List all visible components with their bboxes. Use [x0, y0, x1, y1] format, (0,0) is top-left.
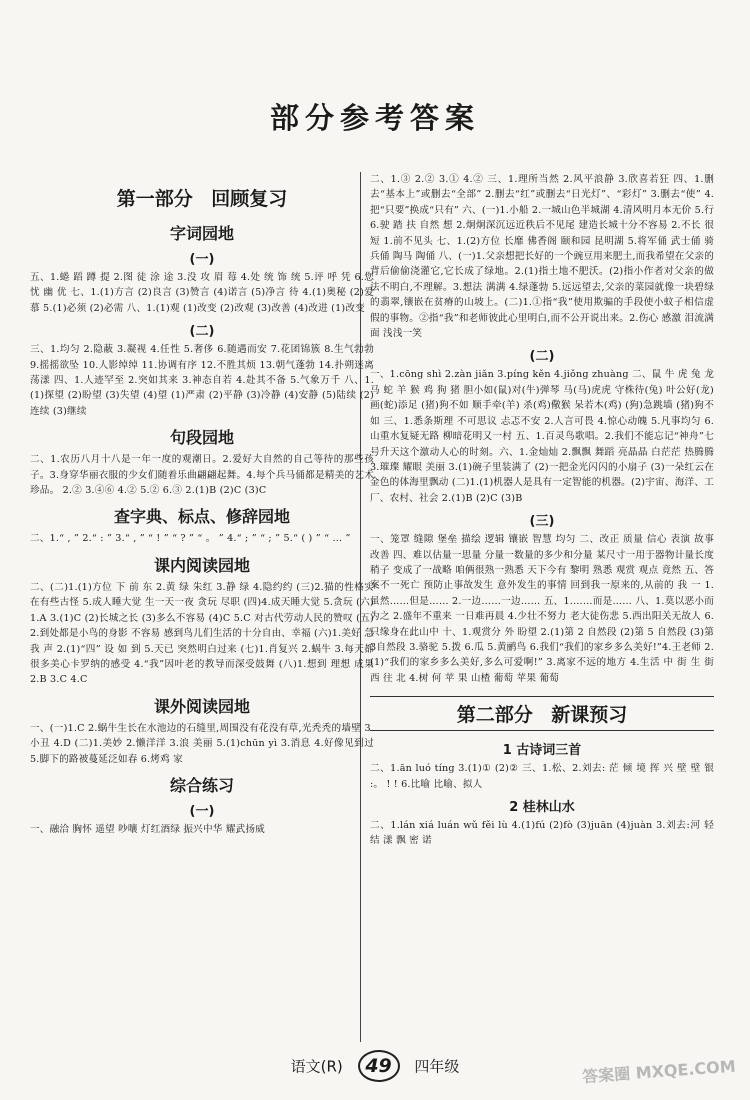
answers-ciyu-2: 三、1.均匀 2.隐蔽 3.凝视 4.任性 5.奢侈 6.随遇而安 7.花团锦簇 8.生气勃勃 9.摇摇欲坠 10.人影绰绰 11.协调有序 12.不胜其烦 13.朝气蓬勃 14.扑朔迷离 荡漾 四、1.人迹罕至 2.突如其来 3.神态自若 4.赴其不备 5.气象万千 八、1.(1)探望 (2)盼望 (3)失望 (4)望 (1)严肃 (2)平静 (3)冷静 (4)安静 (5)陆续 (2)连续 (3)继续 [30, 344, 374, 417]
answers-zonghe-1: 一、融洽 胸怀 遥望 吵嚷 灯红酒绿 振兴中华 耀武扬威 [30, 823, 265, 835]
subsection-zonghe-1: (一) [189, 803, 215, 819]
subsection-2: (二) [189, 324, 215, 340]
section-ciyu-heading: 字词园地 [169, 224, 234, 243]
answers-kenei: 二、(二)1.(1)方位 下 前 东 2.黄 绿 朱红 3.静 绿 4.隐约约 (三)2.猫的性格实在有些古怪 5.成人睡大觉 生一天一夜 贪玩 尽职 (四)4.成天睡大觉 5.贪玩 (六)1.A 3.(1)C (2)长城之长 (3)多么不容易 (4)C 5.C 对古代劳动人民的赞叹 (五)2.到处都是小鸟的身影 不容易 感到鸟儿们生活的十分自由、幸福 (六)1.美好 急 我 声 2.(1)“四” 设 如 到 5.天已 突然明白过来 (七)1.肖复兴 2.蜗牛 3.每天都很多美心卡罗纳的感受 4.“我”因叶老的教导而深受鼓舞 (八)1.想到 理想 成果 2.B 3.C 4.C [30, 581, 374, 686]
answers-chazidian: 二、1.“ , ” 2.“ : ” 3.“ , ” “ ! ” “ ? ” “ 。 ” 4.“ ; ” “ ; ” 5.“ ( ) ” “ … ” [30, 533, 351, 545]
watermark-logo: 答案圈 MXQE.COM [581, 1056, 737, 1087]
answers-zonghe-1-cont: 二、1.③ 2.② 3.① 4.② 三、1.理所当然 2.风平浪静 3.欣喜若狂 四、1.删去“基本上”或删去“全部” 2.删去“红”或删去“日光灯”、“彩灯” 3.删去“使” 4.把“只要”换成“只有” 六、(一)1.小船 2.一城山色半城湖 4.清风明月本无价 5.行 6.驶 踏 扶 自然 想 2.炯炯深沉远近秩后不见尾 建造长城十分不容易 2.不长 很短 1.前不见头 七、1.(2)方位 长靡 佛香阁 颐和园 昆明湖 5.将军俑 武士俑 骑兵俑 陶马 陶俑 八、(一)1.父亲想把长好的一个豌豆用来肥土,而我希望在父亲的背后偷偷浇灌它,它长成了绿地。2.(1)指土地不肥沃。(2)指小作者对父亲的做法不明白,不理解。3.想法 满满 4.绿蓬勃 5.远远望去,父亲的菜园就像一块碧绿的翡翠,镶嵌在贫瘠的山坡上。(二)1.①指“我”使用欺骗的手段使小蚊子相信虚假的事物。②指“我”和老师彼此心里明白,而不公开说出来。2.伤心 感激 泪流满面 浅浅一笑 [370, 174, 714, 340]
answers-zonghe-2: 一、1.cōng shì 2.zàn jiǎn 3.píng kěn 4.jiǒng zhuàng 二、鼠 牛 虎 兔 龙 马 蛇 羊 猴 鸡 狗 猪 胆小如(鼠)对(牛)弹琴 马(马)虎虎 守株待(兔) 叶公好(龙) 画(蛇)添足 (猪)狗不如 顺手牵(羊) 杀(鸡)儆猴 呆若木(鸡) (狗)急跳墙 (猪)狗不如 三、1.悉条斯理 不可思议 忐忑不安 2.人言可畏 4.惊心动魄 5.凡事均匀 6.山重水复疑无路 柳暗花明又一村 五、1.百灵鸟歌唱。2.我们不能忘记“神舟”七号升天这个激动人心的时刻。六、1.金灿灿 2.飘飘 舞蹈 亮晶晶 白茫茫 热腾腾 3.璀璨 耀眼 美丽 3.(1)碗子里装满了 (2)一把金光闪闪的小扇子 (3)一朵红云在金色的体海里飘动 (二)1.(1)机器人是具有一定智能的机器。(2)宇宙、海洋、工厂、农村、社会 2.(1)B (2)C (3)B [370, 369, 714, 504]
subsection-1: (一) [189, 252, 215, 267]
footer-subject: 语文(R) [290, 1057, 343, 1076]
section-kenei-heading: 课内阅读园地 [153, 555, 250, 575]
answers-kewai: 一、(一)1.C 2.蜗牛生长在水池边的石缝里,周围没有花没有草,光秃秃的墙壁 3.小丑 4.D (二)1.美妙 2.懒洋洋 3.浪 美丽 5.(1)chūn yì 3.消息 4.好像见到过 5.脚下的路被蔓延泛如春 6.烤鸡 家 [30, 722, 374, 765]
answers-zonghe-3: 一、笼罩 缝隙 堡垒 描绘 逻辑 镶嵌 智慧 均匀 二、改正 质量 信心 表演 故事 改善 四、难以估量一思量 分量一数量的多少和分量 某尺寸一用于器物计量长度 稍子 变成了一战略 咱俩很熟一熟悉 天下今有 黎明 熟悉 观赏 观点 竟然 五、答案不一死亡 预防止事故发生 意外发生的事情 回到我一原来的,从前的 我 一 1.虽然……但是…… 2.一边……一边…… 五、1.……而是…… 八、1.莫以恶小而为之 2.盛年不重来 一日难再晨 4.少壮不努力 老大徒伤悲 5.西出阳关无故人 6.只缘身在此山中 十、1.观赏分 外 盼望 2.(1)第 2 自然段 (2)第 5 自然段 (3)第3自然段 3.骆驼 5.拨 6.瓜 5.黄鹂鸟 6.我们“我们的家乡多么美好!”4.王老师 2.(1)“我们的家乡多么美好,多么可爱啊!” 3.离家不远的地方 4.生活 中 街 生 街 西 往 北 4.树 何 苹 果 山楂 葡萄 苹果 葡萄 [370, 534, 714, 684]
answers-lesson-1: 二、1.ān luó tíng 3.(1)① (2)② 三、1.松、2.刘去: 茫 倾 境 挥 兴 壁 壁 银 :。 ! ! 6.比喻 比喻、拟人 [370, 763, 714, 790]
subsection-zonghe-2: (二) [529, 349, 555, 365]
part2-heading: 第二部分 新课预习 [370, 696, 714, 731]
page-number: 49 [358, 1050, 400, 1082]
section-juduan-heading: 句段园地 [169, 428, 234, 448]
answers-lesson-2: 二、1.lán xiá luán wǔ fěi lù 4.(1)fú (2)fò (3)juān (4)juàn 3.刘去:河 轻 结 漾 飘 密 诺 [370, 820, 714, 847]
section-kewai-heading: 课外阅读园地 [153, 696, 250, 716]
page-title: 部分参考答案 [269, 101, 480, 135]
left-column [30, 172, 374, 837]
section-chazidian-heading: 查字典、标点、修辞园地 [113, 507, 290, 527]
answers-ciyu-1: 五、1.蜷 蹈 蹲 提 2.图 徒 涂 途 3.没 攻 眉 莓 4.处 统 饰 统 5.评 呼 凭 6.您 忧 幽 优 七、1.(1)方言 (2)良言 (3)赞言 (4)诺言 (5)净言 待 4.(1)奥秘 (2)爱慕 5.(1)必须 (2)必需 八、1.(1)观 (1)改变 (2)改观 (3)改善 (4)改进 (1)改变 [30, 272, 374, 314]
section-zonghe-heading: 综合练习 [169, 775, 234, 795]
lesson-1-heading: 1 古诗词三首 [502, 743, 582, 759]
right-column [370, 172, 714, 849]
answers-juduan: 二、1.农历八月十八是一年一度的观潮日。2.爱好大自然的自己等待的那些孩子。3.身穿华丽衣服的少女们随着乐曲翩翩起舞。4.每个兵马俑都是精美的艺术珍品。 2.② 3.④⑥ 4.② 5.② 6.③ 2.(1)B (2)C (3)C [30, 454, 374, 497]
footer-grade: 四年级 [414, 1057, 460, 1076]
subsection-zonghe-3: (三) [529, 514, 555, 530]
part1-heading: 第一部分 回顾复习 [116, 188, 288, 210]
lesson-2-heading: 2 桂林山水 [509, 800, 575, 815]
